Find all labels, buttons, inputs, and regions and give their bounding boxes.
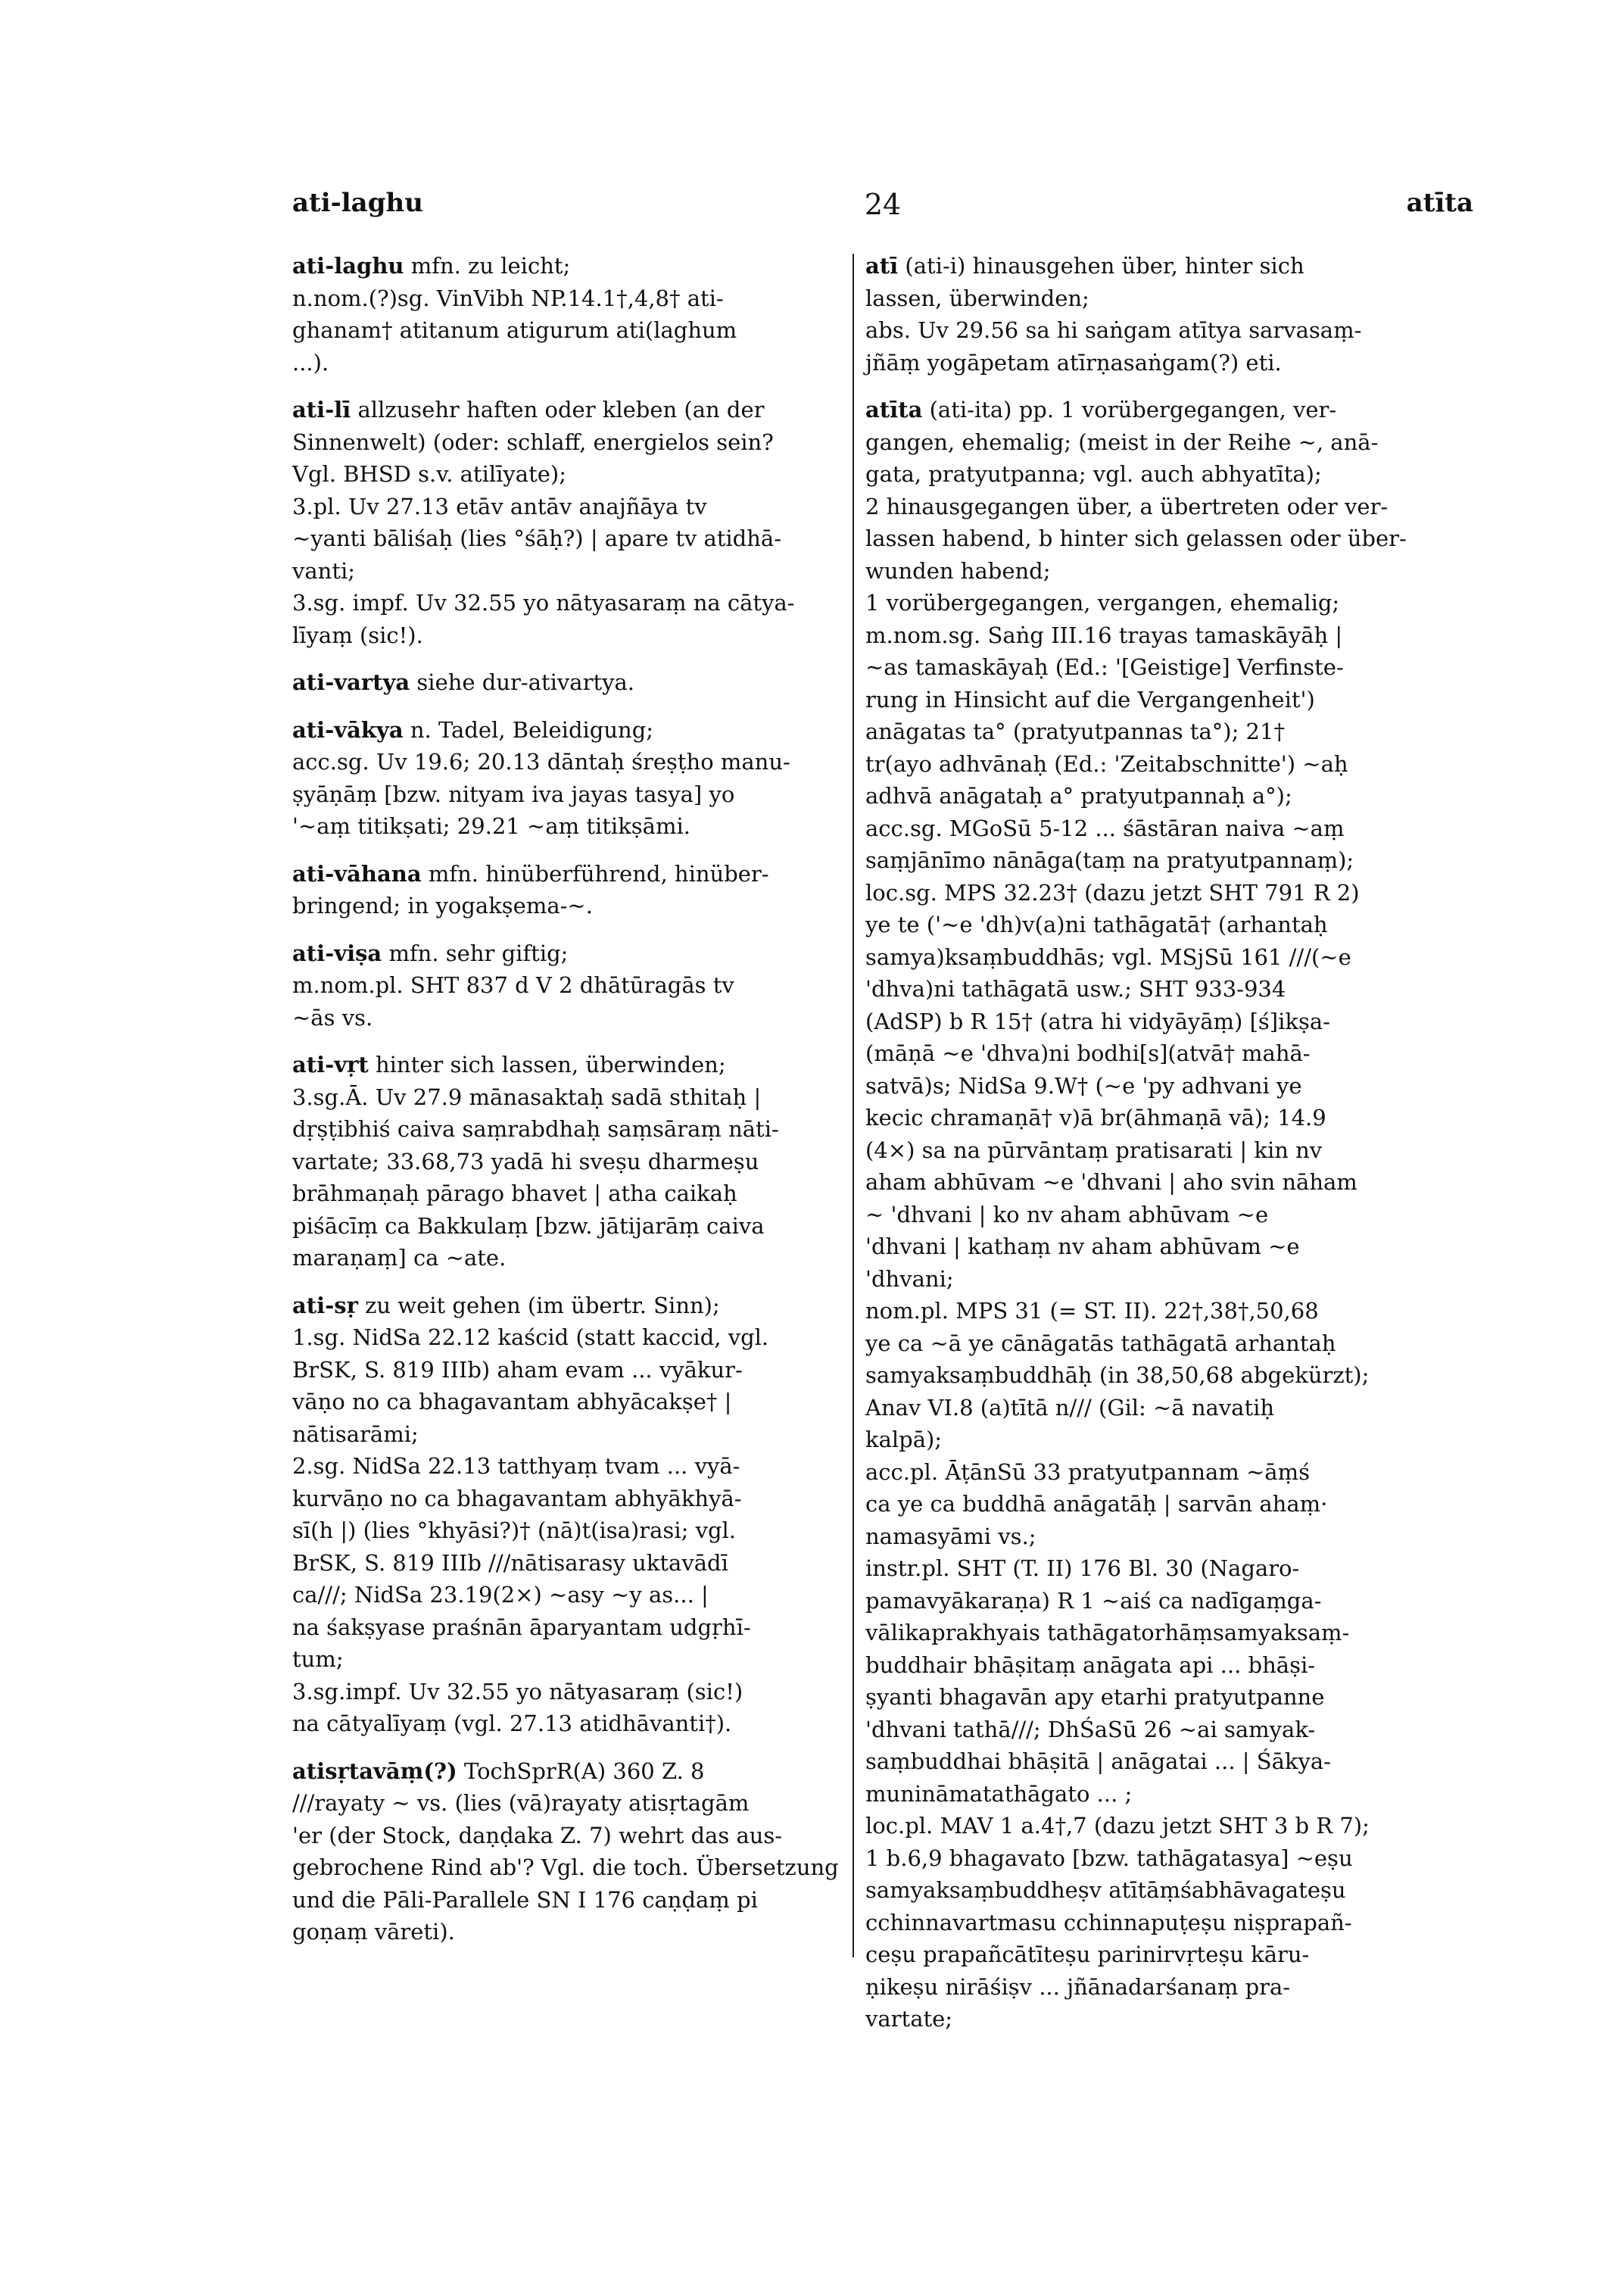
entry-line: anāgatas ta° (pratyutpannas ta°); 21† [865, 719, 1285, 744]
entry-headline [292, 858, 902, 890]
entry-line: 'dhvani tathā///; DhŚaSū 26 ~ai samyak- [865, 1716, 1316, 1742]
entry-line: ~as tamaskāyaḥ (Ed.: '[Geistige] Verfinste- [865, 654, 1344, 680]
entry-line: vartate; 33.68,73 yadā hi sveṣu dharmeṣu [292, 1148, 759, 1174]
entry-line: goṇaṃ vāreti). [292, 1919, 455, 1945]
entry-line: abs. Uv 29.56 sa hi saṅgam atītya sarvasaṃ- [865, 317, 1362, 343]
dictionary-entry [865, 250, 1475, 379]
entry-line: saṃjānīmo nānāga(taṃ na pratyutpannaṃ); [865, 847, 1354, 873]
entry-lemma: ati-sṛ [292, 1292, 358, 1318]
entry-gloss: mfn. zu leicht; [410, 253, 571, 279]
entry-line: 'dhva)ni tathāgatā usw.; SHT 933-934 [865, 976, 1286, 1002]
entry-headline [292, 1755, 902, 1788]
entry-headline [292, 250, 902, 282]
entry-line: buddhair bhāṣitaṃ anāgata api ... bhāṣi- [865, 1652, 1316, 1678]
entry-line: ...). [292, 349, 329, 376]
entry-line: 3.sg. impf. Uv 32.55 yo nātyasaraṃ na cātya- [292, 590, 795, 616]
entry-line: ca ye ca buddhā anāgatāḥ | sarvān ahaṃ· [865, 1491, 1328, 1517]
entry-lemma: ati-laghu [292, 253, 404, 279]
entry-line: kecic chramaṇā† v)ā br(āhmaṇā vā); 14.9 [865, 1105, 1326, 1131]
entry-line: jñāṃ yogāpetam atīrṇasaṅgam(?) eti. [865, 349, 1282, 376]
entry-line: munināmatathāgato ... ; [865, 1780, 1133, 1807]
entry-line: ceṣu prapañcātīteṣu parinirvṛteṣu kāru- [865, 1942, 1310, 1967]
entry-line: gebrochene Rind ab'? Vgl. die toch. Übersetzung [292, 1854, 839, 1880]
entry-line: dṛṣṭibhiś caiva saṃrabdhaḥ saṃsāraṃ nāti- [292, 1116, 779, 1142]
entry-headline [292, 666, 902, 699]
entry-line: saṃbuddhai bhāṣitā | anāgatai ... | Śākya- [865, 1748, 1331, 1774]
entry-headline [292, 1290, 902, 1322]
entry-lemma: ati-viṣa [292, 940, 382, 966]
entry-lemma: ati-vākya [292, 716, 404, 743]
entry-gloss: siehe dur-ativartya. [416, 669, 635, 695]
entry-line: kurvāṇo no ca bhagavantam abhyākhyā- [292, 1485, 742, 1511]
entry-line: vartate; [865, 2006, 953, 2032]
entry-line: m.nom.pl. SHT 837 d V 2 dhātūragās tv [292, 972, 734, 998]
entry-line: loc.pl. MAV 1 a.4†,7 (dazu jetzt SHT 3 b R 7); [865, 1813, 1370, 1839]
dictionary-entry [292, 394, 902, 651]
entry-line: Anav VI.8 (a)tītā n/// (Gil: ~ā navatiḥ [865, 1394, 1275, 1421]
entry-gloss: (ati-i) hinausgehen über, hinter sich [905, 253, 1304, 279]
dictionary-entry [292, 1755, 902, 1948]
running-header [292, 188, 1473, 226]
entry-line: līyaṃ (sic!). [292, 622, 423, 648]
entry-lemma: atī [865, 253, 899, 279]
entry-line: samyaksaṃbuddhāḥ (in 38,50,68 abgekürzt); [865, 1362, 1370, 1388]
column-divider [853, 254, 854, 1957]
entry-line: rung in Hinsicht auf die Vergangenheit') [865, 686, 1315, 713]
entry-headline [292, 394, 902, 426]
entry-line: 1 b.6,9 bhagavato [bzw. tathāgatasya] ~eṣu [865, 1845, 1353, 1871]
entry-line: vālikaprakhyais tathāgatorhāṃsamyaksaṃ- [865, 1620, 1350, 1645]
entry-gloss: allzusehr haften oder kleben (an der [357, 397, 765, 423]
entry-gloss: zu weit gehen (im übertr. Sinn); [365, 1292, 720, 1318]
entry-gloss: mfn. sehr giftig; [388, 940, 569, 966]
dictionary-entry [292, 1049, 902, 1274]
entry-line: cchinnavartmasu cchinnapuṭeṣu niṣprapañ- [865, 1909, 1352, 1935]
entry-headline [292, 1049, 902, 1081]
entry-line: ~ 'dhvani | ko nv aham abhūvam ~e [865, 1201, 1269, 1227]
dictionary-entry [865, 394, 1475, 2035]
entry-line: ṇikeṣu nirāśiṣv ... jñānadarśanaṃ pra- [865, 1973, 1291, 2000]
entry-gloss: TochSprR(A) 360 Z. 8 [463, 1758, 705, 1784]
entry-line: brāhmaṇaḥ pārago bhavet | atha caikaḥ [292, 1181, 737, 1206]
entry-line: ye ca ~ā ye cānāgatās tathāgatā arhantaḥ [865, 1330, 1336, 1356]
entry-line: satvā)s; NidSa 9.W† (~e 'py adhvani ye [865, 1072, 1302, 1099]
entry-line: (AdSP) b R 15† (atra hi vidyāyāṃ) [ś]ikṣa- [865, 1008, 1330, 1034]
entry-line: 2 hinausgegangen über, a übertreten oder ver- [865, 493, 1389, 519]
dictionary-entry [292, 937, 902, 1034]
entry-line: Sinnenwelt) (oder: schlaff, energielos sein? [292, 429, 774, 455]
entry-line: gangen, ehemalig; (meist in der Reihe ~, anā- [865, 429, 1379, 455]
entry-line: wunden habend; [865, 557, 1051, 584]
entry-line: na śakṣyase praśnān āparyantam udgṛhī- [292, 1614, 751, 1640]
entry-gloss: (ati-ita) pp. 1 vorübergegangen, ver- [929, 397, 1337, 423]
entry-line: acc.sg. MGoSū 5-12 ... śāstāran naiva ~aṃ [865, 815, 1345, 841]
entry-headline [865, 394, 1475, 426]
entry-line: kalpā); [865, 1427, 943, 1452]
entry-line: acc.pl. ĀṭānSū 33 pratyutpannam ~āṃś [865, 1458, 1310, 1485]
entry-line: 3.pl. Uv 27.13 etāv antāv anajñāya tv [292, 493, 707, 519]
entry-line: 'dhvani | kathaṃ nv aham abhūvam ~e [865, 1234, 1300, 1259]
entry-line: ca///; NidSa 23.19(2×) ~asy ~y as... | [292, 1582, 709, 1608]
entry-line: ~ās vs. [292, 1004, 373, 1031]
entry-line: adhvā anāgataḥ a° pratyutpannaḥ a°); [865, 783, 1292, 809]
entry-line: na cātyalīyaṃ (vgl. 27.13 atidhāvanti†). [292, 1711, 732, 1736]
entry-lemma: ati-lī [292, 397, 351, 423]
page-number: 24 [864, 188, 902, 221]
entry-line: acc.sg. Uv 19.6; 20.13 dāntaḥ śreṣṭho manu- [292, 749, 790, 775]
entry-line: BrSK, S. 819 IIIb) aham evam ... vyākur- [292, 1356, 743, 1383]
right-column [865, 250, 1475, 2051]
entry-line: ghanam† atitanum atigurum ati(laghum [292, 317, 737, 343]
entry-gloss: mfn. hinüberführend, hinüber- [428, 860, 769, 887]
entry-line: loc.sg. MPS 32.23† (dazu jetzt SHT 791 R 2) [865, 879, 1360, 906]
entry-line: 1.sg. NidSa 22.12 kaścid (statt kaccid, vgl. [292, 1324, 769, 1350]
entry-line: bringend; in yogakṣema-~. [292, 893, 593, 919]
entry-headline [292, 714, 902, 747]
entry-line: ~yanti bāliśaḥ (lies °śāḥ?) | apare tv atidhā- [292, 526, 782, 551]
entry-line: n.nom.(?)sg. VinVibh NP.14.1†,4,8† ati- [292, 285, 724, 311]
entry-line: '~aṃ titikṣati; 29.21 ~aṃ titikṣāmi. [292, 813, 690, 839]
dictionary-entry [292, 714, 902, 843]
entry-line: vanti; [292, 557, 356, 584]
entry-line: Vgl. BHSD s.v. atilīyate); [292, 461, 566, 487]
dictionary-entry [292, 250, 902, 379]
entry-line: ///rayaty ~ vs. (lies (vā)rayaty atisṛtagām [292, 1790, 750, 1816]
entry-line: samyaksaṃbuddheṣv atītāṃśabhāvagateṣu [865, 1877, 1346, 1903]
entry-line: gata, pratyutpanna; vgl. auch abhyatīta); [865, 461, 1322, 487]
entry-headline [865, 250, 1475, 282]
entry-line: 2.sg. NidSa 22.13 tatthyaṃ tvam ... vyā- [292, 1453, 740, 1479]
entry-lemma: ati-vartya [292, 669, 410, 695]
entry-line: 3.sg.impf. Uv 32.55 yo nātyasaraṃ (sic!) [292, 1678, 743, 1705]
entry-line: sī(h |) (lies °khyāsi?)† (nā)t(isa)rasi; vgl. [292, 1517, 737, 1543]
entry-line: nātisarāmi; [292, 1421, 419, 1447]
header-left-keyword: ati-laghu [292, 188, 423, 218]
entry-line: 1 vorübergegangen, vergangen, ehemalig; [865, 590, 1340, 616]
dictionary-entry [292, 1290, 902, 1740]
entry-line: lassen, überwinden; [865, 285, 1089, 311]
entry-line: samya)ksaṃbuddhās; vgl. MSjSū 161 ///(~e [865, 944, 1351, 970]
dictionary-entry [292, 666, 902, 699]
entry-line: lassen habend, b hinter sich gelassen oder über- [865, 526, 1407, 551]
entry-lemma: atisṛtavāṃ(?) [292, 1758, 457, 1784]
entry-line: namasyāmi vs.; [865, 1523, 1036, 1549]
entry-line: ṣyāṇāṃ [bzw. nityam iva jayas tasya] yo [292, 781, 735, 807]
entry-line: instr.pl. SHT (T. II) 176 Bl. 30 (Nagaro- [865, 1555, 1300, 1581]
entry-gloss: n. Tadel, Beleidigung; [410, 716, 654, 743]
entry-line: 3.sg.Ā. Uv 27.9 mānasaktaḥ sadā sthitaḥ | [292, 1084, 762, 1110]
entry-line: (māṇā ~e 'dhva)ni bodhi[s](atvā† mahā- [865, 1040, 1311, 1066]
entry-line: nom.pl. MPS 31 (= ST. II). 22†,38†,50,68 [865, 1298, 1319, 1324]
entry-line: 'er (der Stock, daṇḍaka Z. 7) wehrt das aus- [292, 1822, 783, 1848]
entry-headline [292, 937, 902, 970]
entry-line: piśācīṃ ca Bakkulaṃ [bzw. jātijarāṃ caiva [292, 1212, 765, 1239]
entry-line: aham abhūvam ~e 'dhvani | aho svin nāham [865, 1169, 1357, 1195]
entry-lemma: ati-vāhana [292, 860, 422, 887]
entry-lemma: ati-vṛt [292, 1052, 369, 1078]
entry-line: pamavyākaraṇa) R 1 ~aiś ca nadīgaṃga- [865, 1587, 1322, 1614]
header-right-keyword: atīta [1406, 188, 1473, 218]
entry-line: (4×) sa na pūrvāntaṃ pratisarati | kin nv [865, 1137, 1323, 1163]
entry-line: und die Pāli-Parallele SN I 176 caṇḍaṃ pi [292, 1886, 758, 1913]
entry-line: ye te ('~e 'dh)v(a)ni tathāgatā† (arhantaḥ [865, 912, 1328, 937]
left-column [292, 250, 902, 1963]
entry-line: BrSK, S. 819 IIIb ///nātisarasy uktavādī [292, 1549, 728, 1576]
entry-line: maraṇaṃ] ca ~ate. [292, 1245, 507, 1271]
entry-line: vāṇo no ca bhagavantam abhyācakṣe† | [292, 1389, 732, 1414]
entry-line: ṣyanti bhagavān apy etarhi pratyutpanne [865, 1684, 1325, 1710]
entry-gloss: hinter sich lassen, überwinden; [375, 1052, 726, 1078]
entry-lemma: atīta [865, 397, 923, 423]
entry-line: tr(ayo adhvānaḥ (Ed.: 'Zeitabschnitte') ~aḥ [865, 750, 1348, 777]
dictionary-entry [292, 858, 902, 922]
entry-line: m.nom.sg. Saṅg III.16 trayas tamaskāyāḥ | [865, 622, 1343, 648]
entry-line: tum; [292, 1646, 344, 1672]
entry-line: 'dhvani; [865, 1265, 954, 1292]
